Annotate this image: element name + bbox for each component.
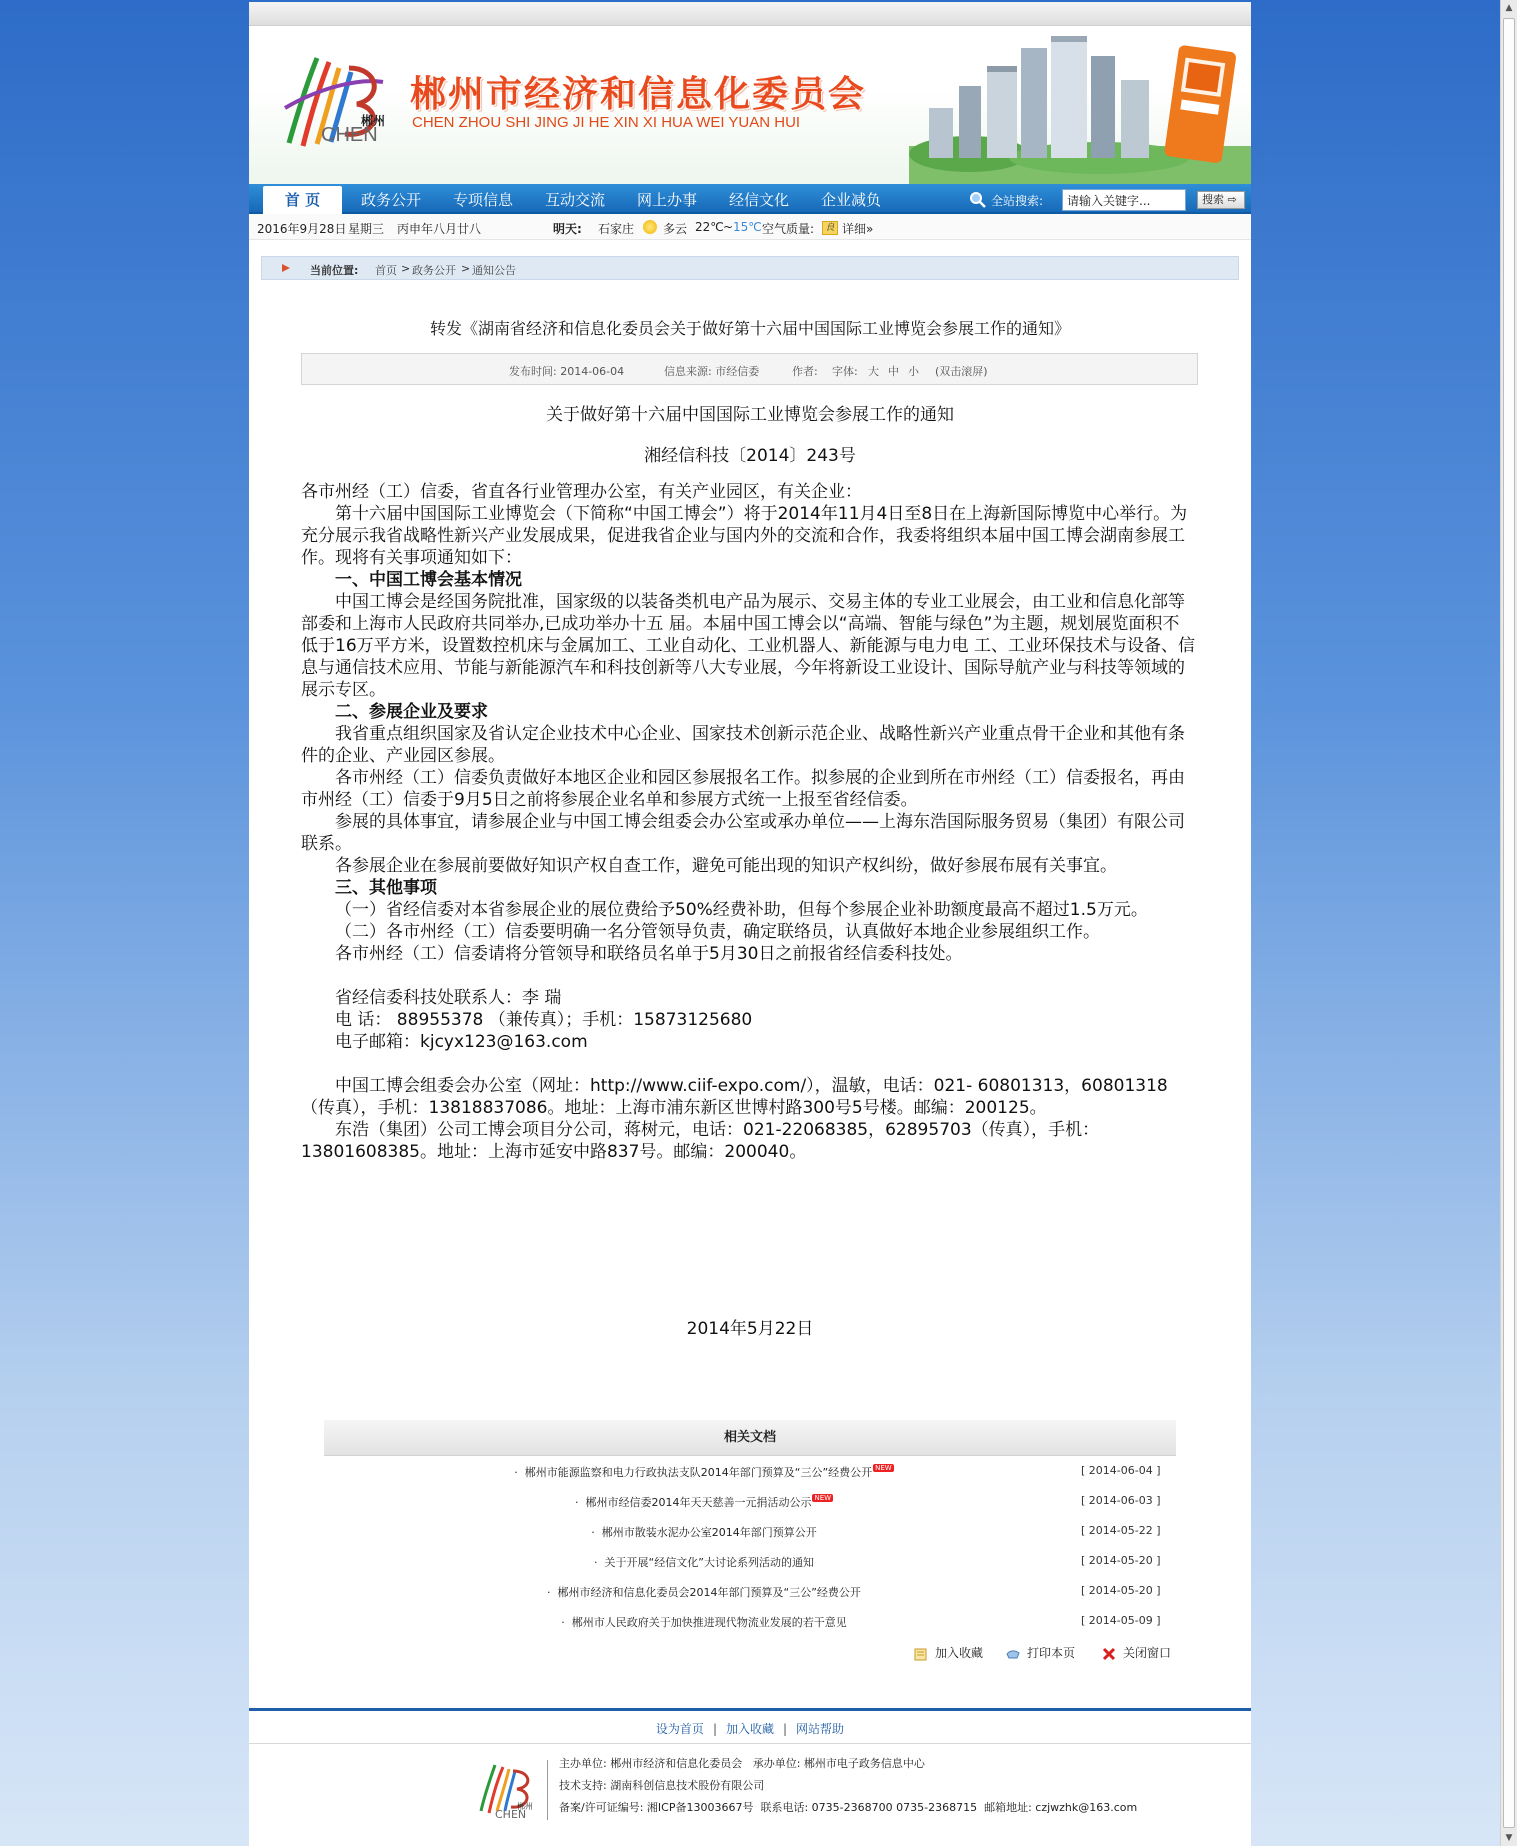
section-heading: 一、中国工博会基本情况 <box>335 570 522 590</box>
related-item <box>324 1486 1176 1516</box>
paragraph: 参展的具体事宜，请参展企业与中国工博会组委会办公室或承办单位——上海东浩国际服务贸易（集团）有限公司联系。 <box>301 812 1185 854</box>
weather-condition: 多云 <box>663 222 688 236</box>
weather-tomorrow-label: 明天: <box>553 222 582 236</box>
footer-logo-small: 郴州 <box>517 1802 533 1811</box>
bullet: · <box>594 1556 598 1569</box>
related-item <box>324 1546 1176 1576</box>
contact-email: 电子邮箱：kjcyx123@163.com <box>335 1032 588 1052</box>
paragraph: （二）各市州经（工）信委要明确一名分管领导负责，确定联络员，认真做好本地企业参展组织工作。 <box>335 922 1100 942</box>
site-help-link[interactable]: 网站帮助 <box>796 1722 845 1736</box>
air-quality-label: 空气质量: <box>762 222 815 236</box>
font-size-large[interactable]: 大 <box>868 365 879 378</box>
bullet: · <box>514 1466 518 1479</box>
contact-phone-footer: 联系电话: 0735-2368700 0735-2368715 <box>760 1801 978 1814</box>
article-meta <box>301 353 1198 385</box>
top-strip <box>249 2 1251 26</box>
font-size-label: 字体: <box>832 365 858 378</box>
lunar-date: 丙申年八月廿八 <box>397 222 482 236</box>
related-title-text: 郴州市经济和信息化委员会2014年部门预算及“三公”经费公开 <box>557 1586 861 1599</box>
related-item-date: [ 2014-05-20 ] <box>1081 1554 1161 1567</box>
paragraph: 我省重点组织国家及省认定企业技术中心企业、国家技术创新示范企业、战略性新兴产业重点骨干企业和其他有条件的企业、产业园区参展。 <box>301 724 1185 766</box>
scroll-down-arrow-icon[interactable]: ▼ <box>1505 1833 1513 1843</box>
bullet: · <box>574 1496 579 1509</box>
document-number: 湘经信科技〔2014〕243号 <box>644 446 856 466</box>
related-item-date: [ 2014-05-09 ] <box>1081 1614 1161 1627</box>
temp-high: 22℃ <box>695 220 724 234</box>
date-weather-bar <box>249 214 1251 240</box>
footer-rule <box>249 1708 1251 1711</box>
paragraph: 各市州经（工）信委请将分管领导和联络员名单于5月30日之前报省经信委科技处。 <box>335 944 963 964</box>
related-title-text: 郴州市散装水泥办公室2014年部门预算公开 <box>601 1526 817 1539</box>
nav-burden-reduction[interactable]: 企业减负 <box>821 191 882 209</box>
city-skyline-illustration-icon <box>909 26 1251 184</box>
logo-chen-text: CHEN <box>321 124 378 146</box>
nav-interaction[interactable]: 互动交流 <box>545 191 606 209</box>
nav-online-services[interactable]: 网上办事 <box>637 191 698 209</box>
current-date: 2016年9月28日 <box>257 222 347 236</box>
contact-email-footer: 邮箱地址: czjwzhk@163.com <box>984 1801 1138 1814</box>
footer-divider <box>249 1743 1251 1744</box>
nav-government-affairs[interactable]: 政务公开 <box>361 191 422 209</box>
close-icon <box>1101 1646 1117 1662</box>
breadcrumb-home[interactable]: 首页 <box>375 264 397 277</box>
main-navbar <box>249 184 1251 214</box>
scroll-thumb[interactable] <box>1503 18 1515 1828</box>
temp-separator: ~ <box>723 220 734 234</box>
breadcrumb-notices[interactable]: 通知公告 <box>472 264 516 277</box>
paragraph: （一）省经信委对本省参展企业的展位费给予50%经费补助，但每个参展企业补助额度最高不超过1.5万元。 <box>335 900 1148 920</box>
footer-vertical-line <box>547 1760 548 1820</box>
search-input[interactable] <box>1062 189 1186 211</box>
add-favorite-link[interactable]: 加入收藏 <box>725 1722 774 1736</box>
site-header <box>249 26 1251 184</box>
tech-support: 技术支持: 湖南科创信息技术股份有限公司 <box>559 1779 765 1792</box>
related-item-title[interactable] <box>324 1494 1084 1510</box>
paragraph: 各市州经（工）信委负责做好本地区企业和园区参展报名工作。拟参展的企业到所在市州经（工）信委报名，再由市州经（工）信委于9月5日之前将参展企业名单和参展方式统一上报至省经信委。 <box>301 768 1185 810</box>
section-heading: 三、其他事项 <box>335 878 437 898</box>
icp-number: 备案/许可证编号: 湘ICP备13003667号 <box>559 1801 754 1814</box>
double-click-scroll[interactable]: (双击滚屏) <box>935 365 988 378</box>
related-title-text: 关于开展“经信文化”大讨论系列活动的通知 <box>604 1556 814 1569</box>
weekday: 星期三 <box>348 222 385 236</box>
related-item <box>324 1606 1176 1636</box>
site-title: 郴州市经济和信息化委员会 <box>410 73 867 115</box>
add-favorite-label: 加入收藏 <box>935 1646 984 1660</box>
vertical-scrollbar[interactable] <box>1500 0 1517 1846</box>
print-button[interactable] <box>1005 1644 1075 1662</box>
print-icon <box>1005 1646 1021 1662</box>
related-item <box>324 1576 1176 1606</box>
related-heading: 相关文档 <box>324 1420 1176 1456</box>
nav-culture[interactable]: 经信文化 <box>729 191 790 209</box>
favorite-icon <box>913 1646 929 1662</box>
site-pinyin: CHEN ZHOU SHI JING JI HE XIN XI HUA WEI YUAN HUI <box>412 114 801 131</box>
paragraph: 东浩（集团）公司工博会项目分公司，蒋树元，电话：021-22068385，62895703（传真），手机：13801608385。地址：上海市延安中路837号。邮编：200040。 <box>301 1120 1100 1162</box>
search-icon <box>969 191 987 209</box>
paragraph: 中国工博会组委会办公室（网址：http://www.ciif-expo.com/），温敏，电话：021- 60801313，60801318（传真），手机：13818837086。地址：上海市浦东新区世博村路300号5号楼。邮编：200125。 <box>301 1076 1168 1118</box>
publish-time: 发布时间: 2014-06-04 <box>509 365 625 378</box>
breadcrumb-gov-affairs[interactable]: 政务公开 <box>412 264 456 277</box>
bullet: · <box>561 1616 565 1629</box>
footer-line-1 <box>559 1753 1137 1775</box>
breadcrumb <box>261 256 1239 280</box>
breadcrumb-label: 当前位置: <box>310 264 359 277</box>
footer-links <box>249 1720 1251 1737</box>
related-item-title[interactable] <box>324 1614 1084 1630</box>
paragraph: 各参展企业在参展前要做好知识产权自查工作，避免可能出现的知识产权纠纷，做好参展布展有关事宜。 <box>335 856 1117 876</box>
scroll-up-arrow-icon[interactable]: ▲ <box>1505 3 1513 13</box>
article-body <box>301 481 1196 1163</box>
new-badge-icon: NEW <box>814 1494 832 1502</box>
breadcrumb-sep: > <box>401 262 411 275</box>
footer-logo-chen: CHEN <box>495 1808 527 1821</box>
related-item-date: [ 2014-06-04 ] <box>1081 1464 1161 1477</box>
document-title: 关于做好第十六届中国国际工业博览会参展工作的通知 <box>546 405 954 425</box>
close-window-button[interactable] <box>1101 1644 1171 1662</box>
host-unit: 主办单位: 郴州市经济和信息化委员会 <box>559 1757 743 1770</box>
new-badge-icon: NEW <box>875 1464 892 1472</box>
font-size-medium[interactable]: 中 <box>888 365 899 378</box>
related-item <box>324 1516 1176 1546</box>
contact-person: 省经信委科技处联系人：李 瑞 <box>335 988 562 1008</box>
print-label: 打印本页 <box>1027 1646 1076 1660</box>
paragraph: 各市州经（工）信委，省直各行业管理办公室，有关产业园区，有关企业： <box>301 482 862 502</box>
related-documents <box>324 1420 1176 1636</box>
footer-sep: | <box>712 1722 717 1736</box>
logo-small-text: 郴州 <box>361 114 386 128</box>
info-source: 信息来源: 市经信委 <box>664 365 760 378</box>
temp-low: 15℃ <box>733 220 762 234</box>
author: 作者: <box>792 365 818 378</box>
related-item-title[interactable] <box>324 1524 1084 1540</box>
font-size-small[interactable]: 小 <box>908 365 919 378</box>
add-favorite-button[interactable] <box>913 1644 983 1662</box>
related-item-date: [ 2014-05-20 ] <box>1081 1584 1161 1597</box>
weather-details-link[interactable]: 详细» <box>842 222 874 236</box>
set-homepage-link[interactable]: 设为首页 <box>655 1722 704 1736</box>
close-window-label: 关闭窗口 <box>1123 1646 1172 1660</box>
related-item-title[interactable] <box>324 1464 1084 1480</box>
breadcrumb-sep: > <box>461 262 471 275</box>
bullet: · <box>591 1526 595 1539</box>
related-item-date: [ 2014-05-22 ] <box>1081 1524 1161 1537</box>
related-title-text: 郴州市经信委2014年天天慈善一元捐活动公示 <box>585 1496 812 1509</box>
related-item-title[interactable] <box>324 1554 1084 1570</box>
related-title-text: 郴州市能源监察和电力行政执法支队2014年部门预算及“三公”经费公开 <box>524 1466 873 1479</box>
search-button[interactable]: 搜索 ⇨ <box>1197 191 1245 209</box>
footer-line-3 <box>559 1797 1137 1819</box>
bullet: · <box>547 1586 551 1599</box>
paragraph: 中国工博会是经国务院批准，国家级的以装备类机电产品为展示、交易主体的专业工业展会，由工业和信息化部等部委和上海市人民政府共同举办,已成功举办十五 届。本届中国工博会以“高端、智能与绿色”为主题，规划展览面积不低于16万平方米，设置数控机床与金属加工、工业自动化、工业机器人、新能源与电力电 工、工业环保技术与设备、信息与通信技术应用、节能与新能源汽车和科技创新等八大专业展，今年将新设工业设计、国际导航产业与科技等领域的展示专区。 <box>301 592 1196 700</box>
section-heading: 二、参展企业及要求 <box>335 702 488 722</box>
article-title: 转发《湖南省经济和信息化委员会关于做好第十六届中国国际工业博览会参展工作的通知》 <box>429 319 1070 338</box>
nav-special-info[interactable]: 专项信息 <box>453 191 514 209</box>
sunny-cloudy-icon <box>643 219 657 234</box>
footer-sep: | <box>783 1722 788 1736</box>
related-title-text: 郴州市人民政府关于加快推进现代物流业发展的若干意见 <box>571 1616 847 1629</box>
footer-info <box>559 1753 1137 1819</box>
related-item <box>324 1456 1176 1486</box>
air-quality-badge: 良 <box>822 219 838 235</box>
nav-home[interactable]: 首 页 <box>263 186 342 214</box>
related-item-date: [ 2014-06-03 ] <box>1081 1494 1161 1507</box>
related-item-title[interactable] <box>324 1584 1084 1600</box>
breadcrumb-arrow-icon <box>282 264 290 272</box>
contact-phone: 电 话： 88955378 （兼传真）；手机：15873125680 <box>335 1010 753 1030</box>
page-container <box>249 2 1251 1846</box>
weather-city: 石家庄 <box>598 222 635 236</box>
signature-date: 2014年5月22日 <box>686 1319 814 1339</box>
search-label: 全站搜索: <box>991 194 1044 208</box>
organizer-unit: 承办单位: 郴州市电子政务信息中心 <box>752 1757 925 1770</box>
paragraph: 第十六届中国国际工业博览会（下简称“中国工博会”）将于2014年11月4日至8日在上海新国际博览中心举行。为充分展示我省战略性新兴产业发展成果，促进我省企业与国内外的交流和合作，我委将组织本届中国工博会湖南参展工作。现将有关事项通知如下： <box>301 504 1188 568</box>
